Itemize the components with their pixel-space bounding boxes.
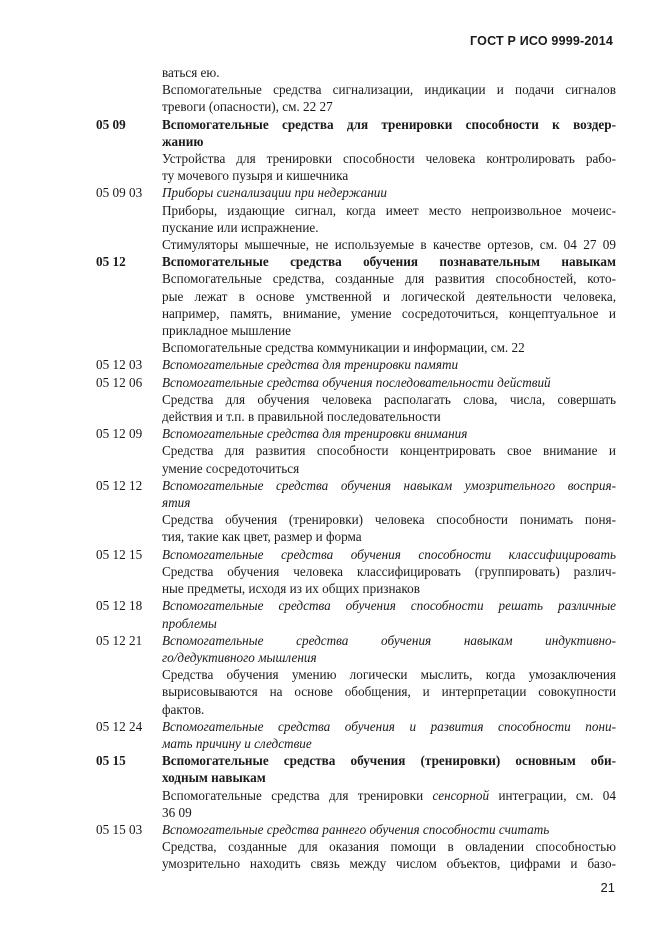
line-text: Вспомогательные средства обучения и развития способности пони- [162, 718, 616, 734]
classification-code [96, 580, 162, 597]
classification-code [96, 735, 162, 752]
line-text: тревоги (опасности), см. 22 27 [162, 99, 333, 115]
line-text: Вспомогательные средства коммуникации и информации, см. 22 [162, 340, 525, 356]
classification-code [96, 769, 162, 786]
document-line [96, 322, 616, 339]
document-line [96, 219, 616, 236]
classification-code [96, 270, 162, 287]
line-text: Вспомогательные средства обучения способности решать различные [162, 598, 616, 614]
classification-code: 05 12 06 [96, 374, 143, 390]
line-text: Стимуляторы мышечные, не используемые в качестве ортезов, см. 04 27 09 [162, 237, 616, 253]
line-text: 36 09 [162, 804, 192, 820]
classification-code [96, 64, 162, 81]
document-header: ГОСТ Р ИСО 9999-2014 [470, 34, 613, 48]
document-line [96, 838, 616, 855]
document-line [96, 167, 616, 184]
classification-code [96, 408, 162, 425]
classification-code [96, 787, 162, 804]
line-text: пускание или испражнение. [162, 219, 319, 235]
document-line [96, 787, 616, 804]
classification-code [96, 202, 162, 219]
classification-code [96, 288, 162, 305]
document-line [96, 408, 616, 425]
document-line [96, 98, 616, 115]
document-line [96, 270, 616, 287]
line-text: Средства, созданные для оказания помощи в овладении способностью [162, 839, 616, 855]
document-line [96, 442, 616, 459]
line-text: ходным навыкам [162, 770, 266, 786]
document-line [96, 615, 616, 632]
classification-code [96, 339, 162, 356]
classification-code: 05 12 18 [96, 598, 143, 614]
classification-code [96, 855, 162, 872]
document-line [96, 288, 616, 305]
classification-code [96, 666, 162, 683]
line-text: Вспомогательные средства для тренировки способности к воздер- [162, 116, 616, 132]
document-line [96, 804, 616, 821]
classification-code: 05 12 03 [96, 357, 143, 373]
document-line [96, 752, 616, 769]
classification-code [96, 460, 162, 477]
document-line [96, 528, 616, 545]
classification-code [96, 701, 162, 718]
classification-code: 05 09 [96, 116, 126, 132]
document-line [96, 494, 616, 511]
document-line [96, 735, 616, 752]
document-line [96, 184, 616, 201]
line-text: ные предметы, исходя из их общих признаков [162, 581, 420, 597]
page-number: 21 [600, 880, 615, 895]
classification-code: 05 12 09 [96, 426, 143, 442]
line-text: Средства для развития способности концентрировать свое внимание и [162, 443, 616, 459]
line-text: прикладное мышление [162, 323, 291, 339]
classification-code [96, 804, 162, 821]
document-body [96, 64, 616, 873]
classification-code [96, 305, 162, 322]
line-text: например, память, внимание, умение сосредоточиться, концептуальное и [162, 305, 616, 321]
line-text: жанию [162, 133, 204, 149]
document-line [96, 821, 616, 838]
classification-code [96, 649, 162, 666]
classification-code [96, 683, 162, 700]
classification-code [96, 219, 162, 236]
line-text: рые лежат в основе умственной и логической деятельности человека, [162, 288, 616, 304]
classification-code [96, 322, 162, 339]
classification-code: 05 12 [96, 254, 126, 270]
line-text: Вспомогательные средства для тренировки внимания [162, 426, 468, 442]
line-text: Вспомогательные средства сигнализации, индикации и подачи сигналов [162, 82, 616, 98]
document-line [96, 460, 616, 477]
document-line [96, 701, 616, 718]
classification-code [96, 442, 162, 459]
document-line [96, 374, 616, 391]
classification-code [96, 528, 162, 545]
line-text: вырисовываются на основе обобщения, и интерпретации совокупности [162, 684, 616, 700]
line-text: фактов. [162, 701, 205, 717]
document-line [96, 150, 616, 167]
classification-code [96, 133, 162, 150]
classification-code [96, 150, 162, 167]
document-line [96, 425, 616, 442]
classification-code [96, 838, 162, 855]
classification-code [96, 98, 162, 115]
classification-code [96, 167, 162, 184]
line-text: действия и т.п. в правильной последовательности [162, 409, 441, 425]
classification-code: 05 12 24 [96, 718, 143, 734]
document-line [96, 649, 616, 666]
document-line [96, 202, 616, 219]
document-line [96, 597, 616, 614]
line-text: Средства обучения (тренировки) человека способности понимать поня- [162, 512, 616, 528]
line-text: ятия [162, 495, 191, 511]
document-line [96, 546, 616, 563]
classification-code [96, 494, 162, 511]
document-line [96, 305, 616, 322]
classification-code: 05 12 15 [96, 546, 143, 562]
classification-code [96, 511, 162, 528]
line-text: Устройства для тренировки способности человека контролировать рабо- [162, 151, 616, 167]
line-text: мать причину и следствие [162, 735, 312, 751]
document-line [96, 236, 616, 253]
classification-code [96, 563, 162, 580]
line-text: Приборы, издающие сигнал, когда имеет место непроизвольное мочеис- [162, 202, 616, 218]
classification-code [96, 615, 162, 632]
line-text: Вспомогательные средства обучения познавательным навыкам [162, 254, 616, 270]
document-line [96, 133, 616, 150]
line-text: тия, такие как цвет, размер и форма [162, 529, 362, 545]
classification-code: 05 12 12 [96, 477, 143, 493]
document-line [96, 253, 616, 270]
document-line [96, 666, 616, 683]
line-text: умозрительно находить связь между числом объектов, цифрами и базо- [162, 856, 616, 872]
document-line [96, 563, 616, 580]
document-line [96, 391, 616, 408]
document-line [96, 339, 616, 356]
line-text: Вспомогательные средства для тренировки сенсорной интеграции, см. 04 [162, 787, 616, 803]
document-line [96, 718, 616, 735]
classification-code [96, 391, 162, 408]
classification-code [96, 236, 162, 253]
line-text: Вспомогательные средства обучения навыкам умозрительного восприя- [162, 477, 616, 493]
line-text: Вспомогательные средства раннего обучения способности считать [162, 821, 550, 837]
document-line [96, 769, 616, 786]
line-text: Средства для обучения человека располагать слова, числа, совершать [162, 391, 616, 407]
line-text: Вспомогательные средства, созданные для развития способностей, кото- [162, 271, 616, 287]
document-line [96, 580, 616, 597]
line-text: проблемы [162, 615, 217, 631]
line-text: Вспомогательные средства обучения (тренировки) основным оби- [162, 753, 616, 769]
document-line [96, 683, 616, 700]
document-line [96, 64, 616, 81]
document-line [96, 356, 616, 373]
document-line [96, 477, 616, 494]
document-line [96, 511, 616, 528]
document-line [96, 116, 616, 133]
line-text: умение сосредоточиться [162, 460, 300, 476]
classification-code: 05 15 [96, 753, 126, 769]
classification-code [96, 81, 162, 98]
document-line [96, 855, 616, 872]
line-text: Средства обучения умению логически мыслить, когда умозаключения [162, 667, 616, 683]
classification-code: 05 12 21 [96, 632, 143, 648]
line-text: Вспомогательные средства обучения последовательности действий [162, 374, 551, 390]
classification-code: 05 09 03 [96, 185, 143, 201]
line-text: Вспомогательные средства обучения способности классифицировать [162, 546, 616, 562]
classification-code: 05 15 03 [96, 821, 143, 837]
line-text: го/дедуктивного мышления [162, 649, 317, 665]
line-text: ту мочевого пузыря и кишечника [162, 168, 349, 184]
line-text: Вспомогательные средства для тренировки памяти [162, 357, 459, 373]
line-text: ваться ею. [162, 65, 220, 80]
document-line [96, 81, 616, 98]
line-text: Приборы сигнализации при недержании [162, 185, 387, 201]
line-text: Вспомогательные средства обучения навыкам индуктивно- [162, 632, 616, 648]
line-text: Средства обучения человека классифицировать (группировать) различ- [162, 563, 616, 579]
document-line [96, 632, 616, 649]
